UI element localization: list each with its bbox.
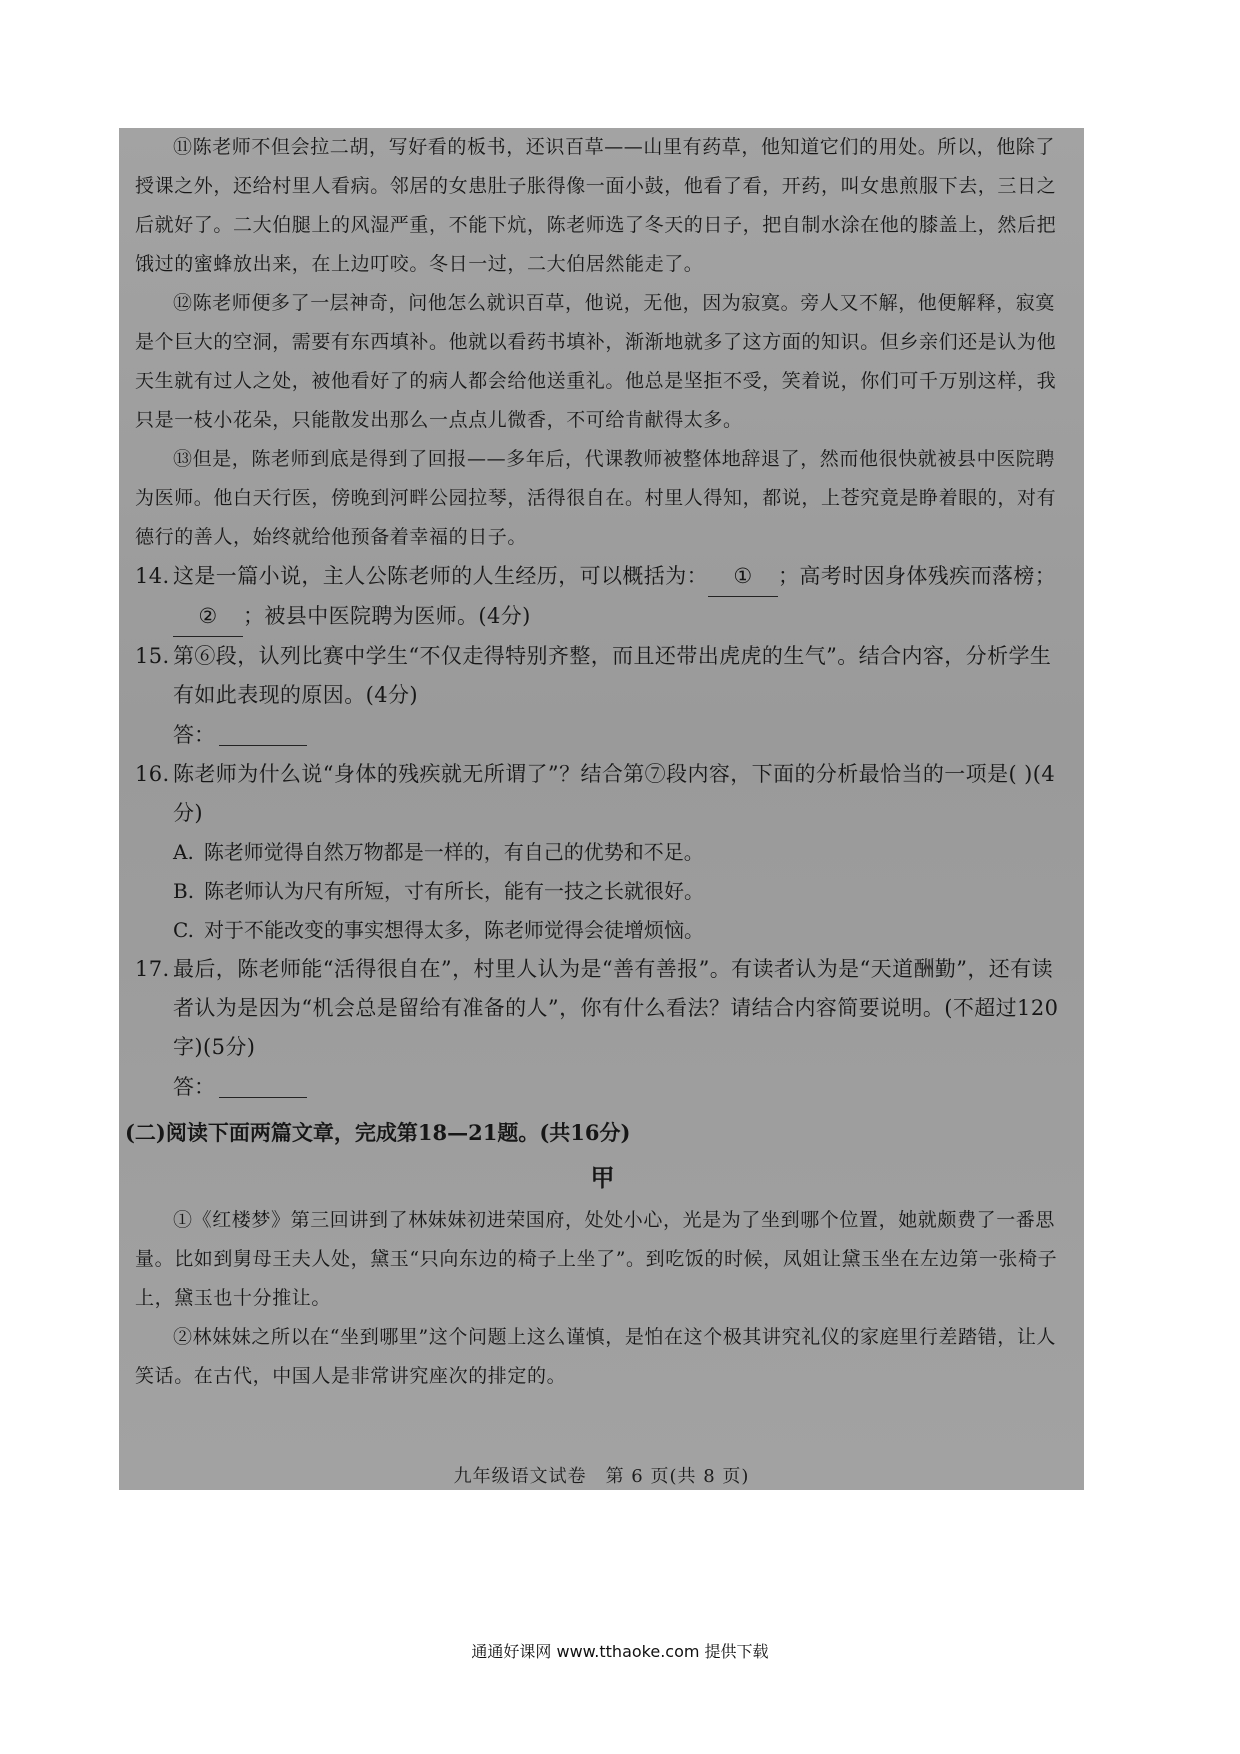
- question-text: 第⑥段，认列比赛中学生“不仅走得特别齐整，而且还带出虎虎的生气”。结合内容，分析学生有如此表现的原因。(4分): [173, 644, 1052, 707]
- answer-blank[interactable]: [219, 723, 307, 746]
- question-text: 陈老师为什么说“身体的残疾就无所谓了”？结合第⑦段内容，下面的分析最恰当的一项是( )(4分): [173, 762, 1056, 825]
- answer-label: 答：: [173, 723, 215, 747]
- passage-paragraph-13: ⑬但是，陈老师到底是得到了回报——多年后，代课教师被整体地辞退了，然而他很快就被县中医院聘为医师。他白天行医，傍晚到河畔公园拉琴，活得很自在。村里人得知，都说，上苍究竟是睁着眼的，对有德行的善人，始终就给他预备着幸福的日子。: [135, 448, 1057, 548]
- question-text: ；高考时因身体残疾而落榜；: [778, 564, 1057, 588]
- answer-blank-1[interactable]: ①: [708, 557, 778, 597]
- question-number: 16.: [135, 762, 170, 786]
- option-text: 陈老师认为尺有所短，寸有所长，能有一技之长就很好。: [204, 879, 705, 903]
- option-c[interactable]: [135, 911, 1070, 950]
- option-letter: C.: [173, 918, 194, 942]
- answer-blank-2[interactable]: ②: [173, 597, 243, 637]
- section-two-heading: (二)阅读下面两篇文章，完成第18—21题。(共16分): [125, 1120, 631, 1145]
- article-subtitle: 甲: [590, 1163, 615, 1192]
- passage-paragraph-12: ⑫陈老师便多了一层神奇，问他怎么就识百草，他说，无他，因为寂寞。旁人又不解，他便解释，寂寞是个巨大的空洞，需要有东西填补。他就以看药书填补，渐渐地就多了这方面的知识。但乡亲们还是认为他天生就有过人之处，被他看好了的病人都会给他送重礼。他总是坚拒不受，笑着说，你们可千万别这样，我只是一枝小花朵，只能散发出那么一点点儿微香，不可给肯献得太多。: [135, 292, 1057, 431]
- exam-content: [125, 128, 1070, 1396]
- answer-line-17: [135, 1067, 1070, 1107]
- option-letter: B.: [173, 879, 195, 903]
- passage-paragraph-11: ⑪陈老师不但会拉二胡，写好看的板书，还识百草——山里有药草，他知道它们的用处。所以，他除了授课之外，还给村里人看病。邻居的女患肚子胀得像一面小鼓，他看了看，开药，叫女患煎服下去，三日之后就好了。二大伯腿上的风湿严重，不能下炕，陈老师选了冬天的日子，把自制水涂在他的膝盖上，然后把饿过的蜜蜂放出来，在上边叮咬。冬日一过，二大伯居然能走了。: [135, 136, 1057, 275]
- article-paragraph-1: ①《红楼梦》第三回讲到了林妹妹初进荣国府，处处小心，光是为了坐到哪个位置，她就颇费了一番思量。比如到舅母王夫人处，黛玉“只向东边的椅子上坐了”。到吃饭的时候，凤姐让黛玉坐在左边第一张椅子上，黛玉也十分推让。: [135, 1209, 1058, 1309]
- option-b[interactable]: [135, 872, 1070, 911]
- question-15: [135, 637, 1070, 715]
- option-a[interactable]: [135, 833, 1070, 872]
- question-16: [135, 755, 1070, 833]
- reading-passage: [135, 128, 1070, 557]
- option-text: 陈老师觉得自然万物都是一样的，有自己的优势和不足。: [203, 840, 704, 864]
- question-14: [135, 557, 1070, 637]
- page-footer: 九年级语文试卷 第 6 页(共 8 页): [453, 1466, 750, 1487]
- exam-page-photo: [119, 128, 1084, 1490]
- question-number: 15.: [135, 644, 170, 668]
- option-text: 对于不能改变的事实想得太多，陈老师觉得会徒增烦恼。: [203, 918, 704, 942]
- question-number: 14.: [135, 564, 170, 588]
- answer-blank[interactable]: [219, 1075, 307, 1098]
- answer-line-15: [135, 715, 1070, 755]
- download-credit: 通通好课网 www.tthaoke.com 提供下载: [471, 1642, 769, 1661]
- question-text: ；被县中医院聘为医师。(4分): [243, 604, 531, 628]
- answer-label: 答：: [173, 1075, 215, 1099]
- question-text: 这是一篇小说，主人公陈老师的人生经历，可以概括为：: [173, 564, 708, 588]
- article-paragraph-2: ②林妹妹之所以在“坐到哪里”这个问题上这么谨慎，是怕在这个极其讲究礼仪的家庭里行差踏错，让人笑话。在古代，中国人是非常讲究座次的排定的。: [135, 1326, 1057, 1387]
- option-letter: A.: [173, 840, 194, 864]
- question-17: [135, 950, 1070, 1067]
- question-text: 最后，陈老师能“活得很自在”，村里人认为是“善有善报”。有读者认为是“天道酬勤”，还有读者认为是因为“机会总是留给有准备的人”，你有什么看法？请结合内容简要说明。(不超过120字)(5分): [173, 957, 1059, 1059]
- question-number: 17.: [135, 957, 170, 981]
